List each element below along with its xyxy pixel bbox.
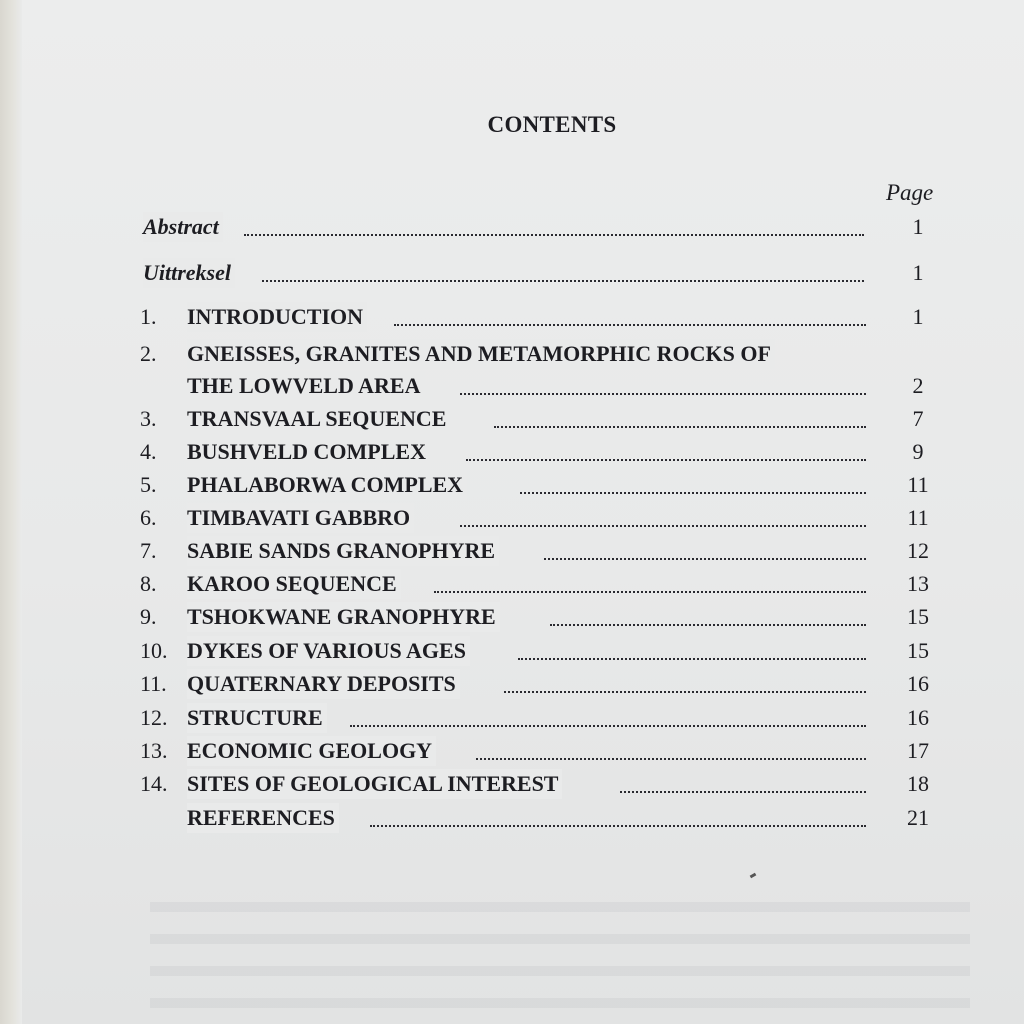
toc-number: 10.	[140, 638, 168, 663]
toc-page: 2	[912, 373, 924, 398]
toc-label: TRANSVAAL SEQUENCE	[187, 404, 450, 434]
toc-page: 11	[907, 505, 929, 530]
toc-number: 3.	[140, 406, 157, 431]
toc-page: 13	[907, 571, 929, 596]
toc-page: 1	[912, 214, 924, 239]
toc-entry[interactable]	[0, 769, 1024, 799]
leader-dots	[460, 495, 866, 527]
toc-number: 6.	[140, 505, 157, 530]
toc-entry[interactable]	[0, 569, 1024, 599]
toc-number: 12.	[140, 705, 168, 730]
toc-number: 11.	[140, 671, 167, 696]
toc-page: 1	[912, 304, 924, 329]
toc-page: 7	[912, 406, 924, 431]
leader-dots	[244, 204, 864, 236]
toc-entry[interactable]	[0, 258, 1024, 288]
leader-dots	[466, 429, 866, 461]
toc-label: KAROO SEQUENCE	[187, 569, 401, 599]
toc-page: 15	[907, 638, 929, 663]
toc-page: 1	[912, 260, 924, 285]
toc-label: Uittreksel	[143, 258, 235, 288]
leader-dots	[518, 628, 866, 660]
toc-label: Abstract	[143, 212, 223, 242]
toc-entry[interactable]	[0, 437, 1024, 467]
toc-entry[interactable]	[0, 736, 1024, 766]
leader-dots	[370, 795, 866, 827]
toc-number: 1.	[140, 304, 157, 329]
toc-label: ECONOMIC GEOLOGY	[187, 736, 436, 766]
toc-number: 9.	[140, 604, 157, 629]
leader-dots	[620, 761, 866, 793]
toc-label: TIMBAVATI GABBRO	[187, 503, 414, 533]
toc-label: THE LOWVELD AREA	[187, 371, 425, 401]
toc-number: 5.	[140, 472, 157, 497]
toc-entry[interactable]	[0, 503, 1024, 533]
toc-page: 21	[907, 805, 929, 830]
leader-dots	[476, 728, 866, 760]
toc-label: TSHOKWANE GRANOPHYRE	[187, 602, 500, 632]
toc-entry[interactable]	[0, 803, 1024, 833]
toc-page: 12	[907, 538, 929, 563]
toc-label: BUSHVELD COMPLEX	[187, 437, 430, 467]
toc-label: PHALABORWA COMPLEX	[187, 470, 467, 500]
page-column-header: Page	[886, 180, 934, 205]
toc-entry[interactable]	[0, 602, 1024, 632]
leader-dots	[262, 250, 864, 282]
toc-entry[interactable]	[0, 302, 1024, 332]
toc-label: STRUCTURE	[187, 703, 327, 733]
toc-number: 14.	[140, 771, 168, 796]
leader-dots	[504, 661, 866, 693]
show-through-text	[150, 892, 970, 1024]
toc-label: DYKES OF VARIOUS AGES	[187, 636, 470, 666]
contents-title: CONTENTS	[487, 112, 617, 137]
toc-label: SABIE SANDS GRANOPHYRE	[187, 536, 499, 566]
toc-entry[interactable]	[0, 212, 1024, 242]
leader-dots	[394, 294, 866, 326]
toc-page: 17	[907, 738, 929, 763]
toc-label: REFERENCES	[187, 803, 339, 833]
toc-label: GNEISSES, GRANITES AND METAMORPHIC ROCKS OF	[187, 339, 775, 369]
toc-entry[interactable]	[0, 339, 1024, 369]
leader-dots	[544, 528, 866, 560]
toc-label: SITES OF GEOLOGICAL INTEREST	[187, 769, 562, 799]
toc-page: 9	[912, 439, 924, 464]
toc-page: 15	[907, 604, 929, 629]
toc-number: 13.	[140, 738, 168, 763]
toc-page: 16	[907, 705, 929, 730]
toc-number: 7.	[140, 538, 157, 563]
leader-dots	[520, 462, 866, 494]
toc-label: QUATERNARY DEPOSITS	[187, 669, 460, 699]
toc-number: 8.	[140, 571, 157, 596]
toc-page: 11	[907, 472, 929, 497]
ink-speck	[750, 873, 757, 879]
toc-number: 4.	[140, 439, 157, 464]
toc-page: 16	[907, 671, 929, 696]
toc-label: INTRODUCTION	[187, 302, 367, 332]
leader-dots	[350, 695, 866, 727]
toc-number: 2.	[140, 341, 157, 366]
leader-dots	[550, 594, 866, 626]
toc-page: 18	[907, 771, 929, 796]
leader-dots	[494, 396, 866, 428]
